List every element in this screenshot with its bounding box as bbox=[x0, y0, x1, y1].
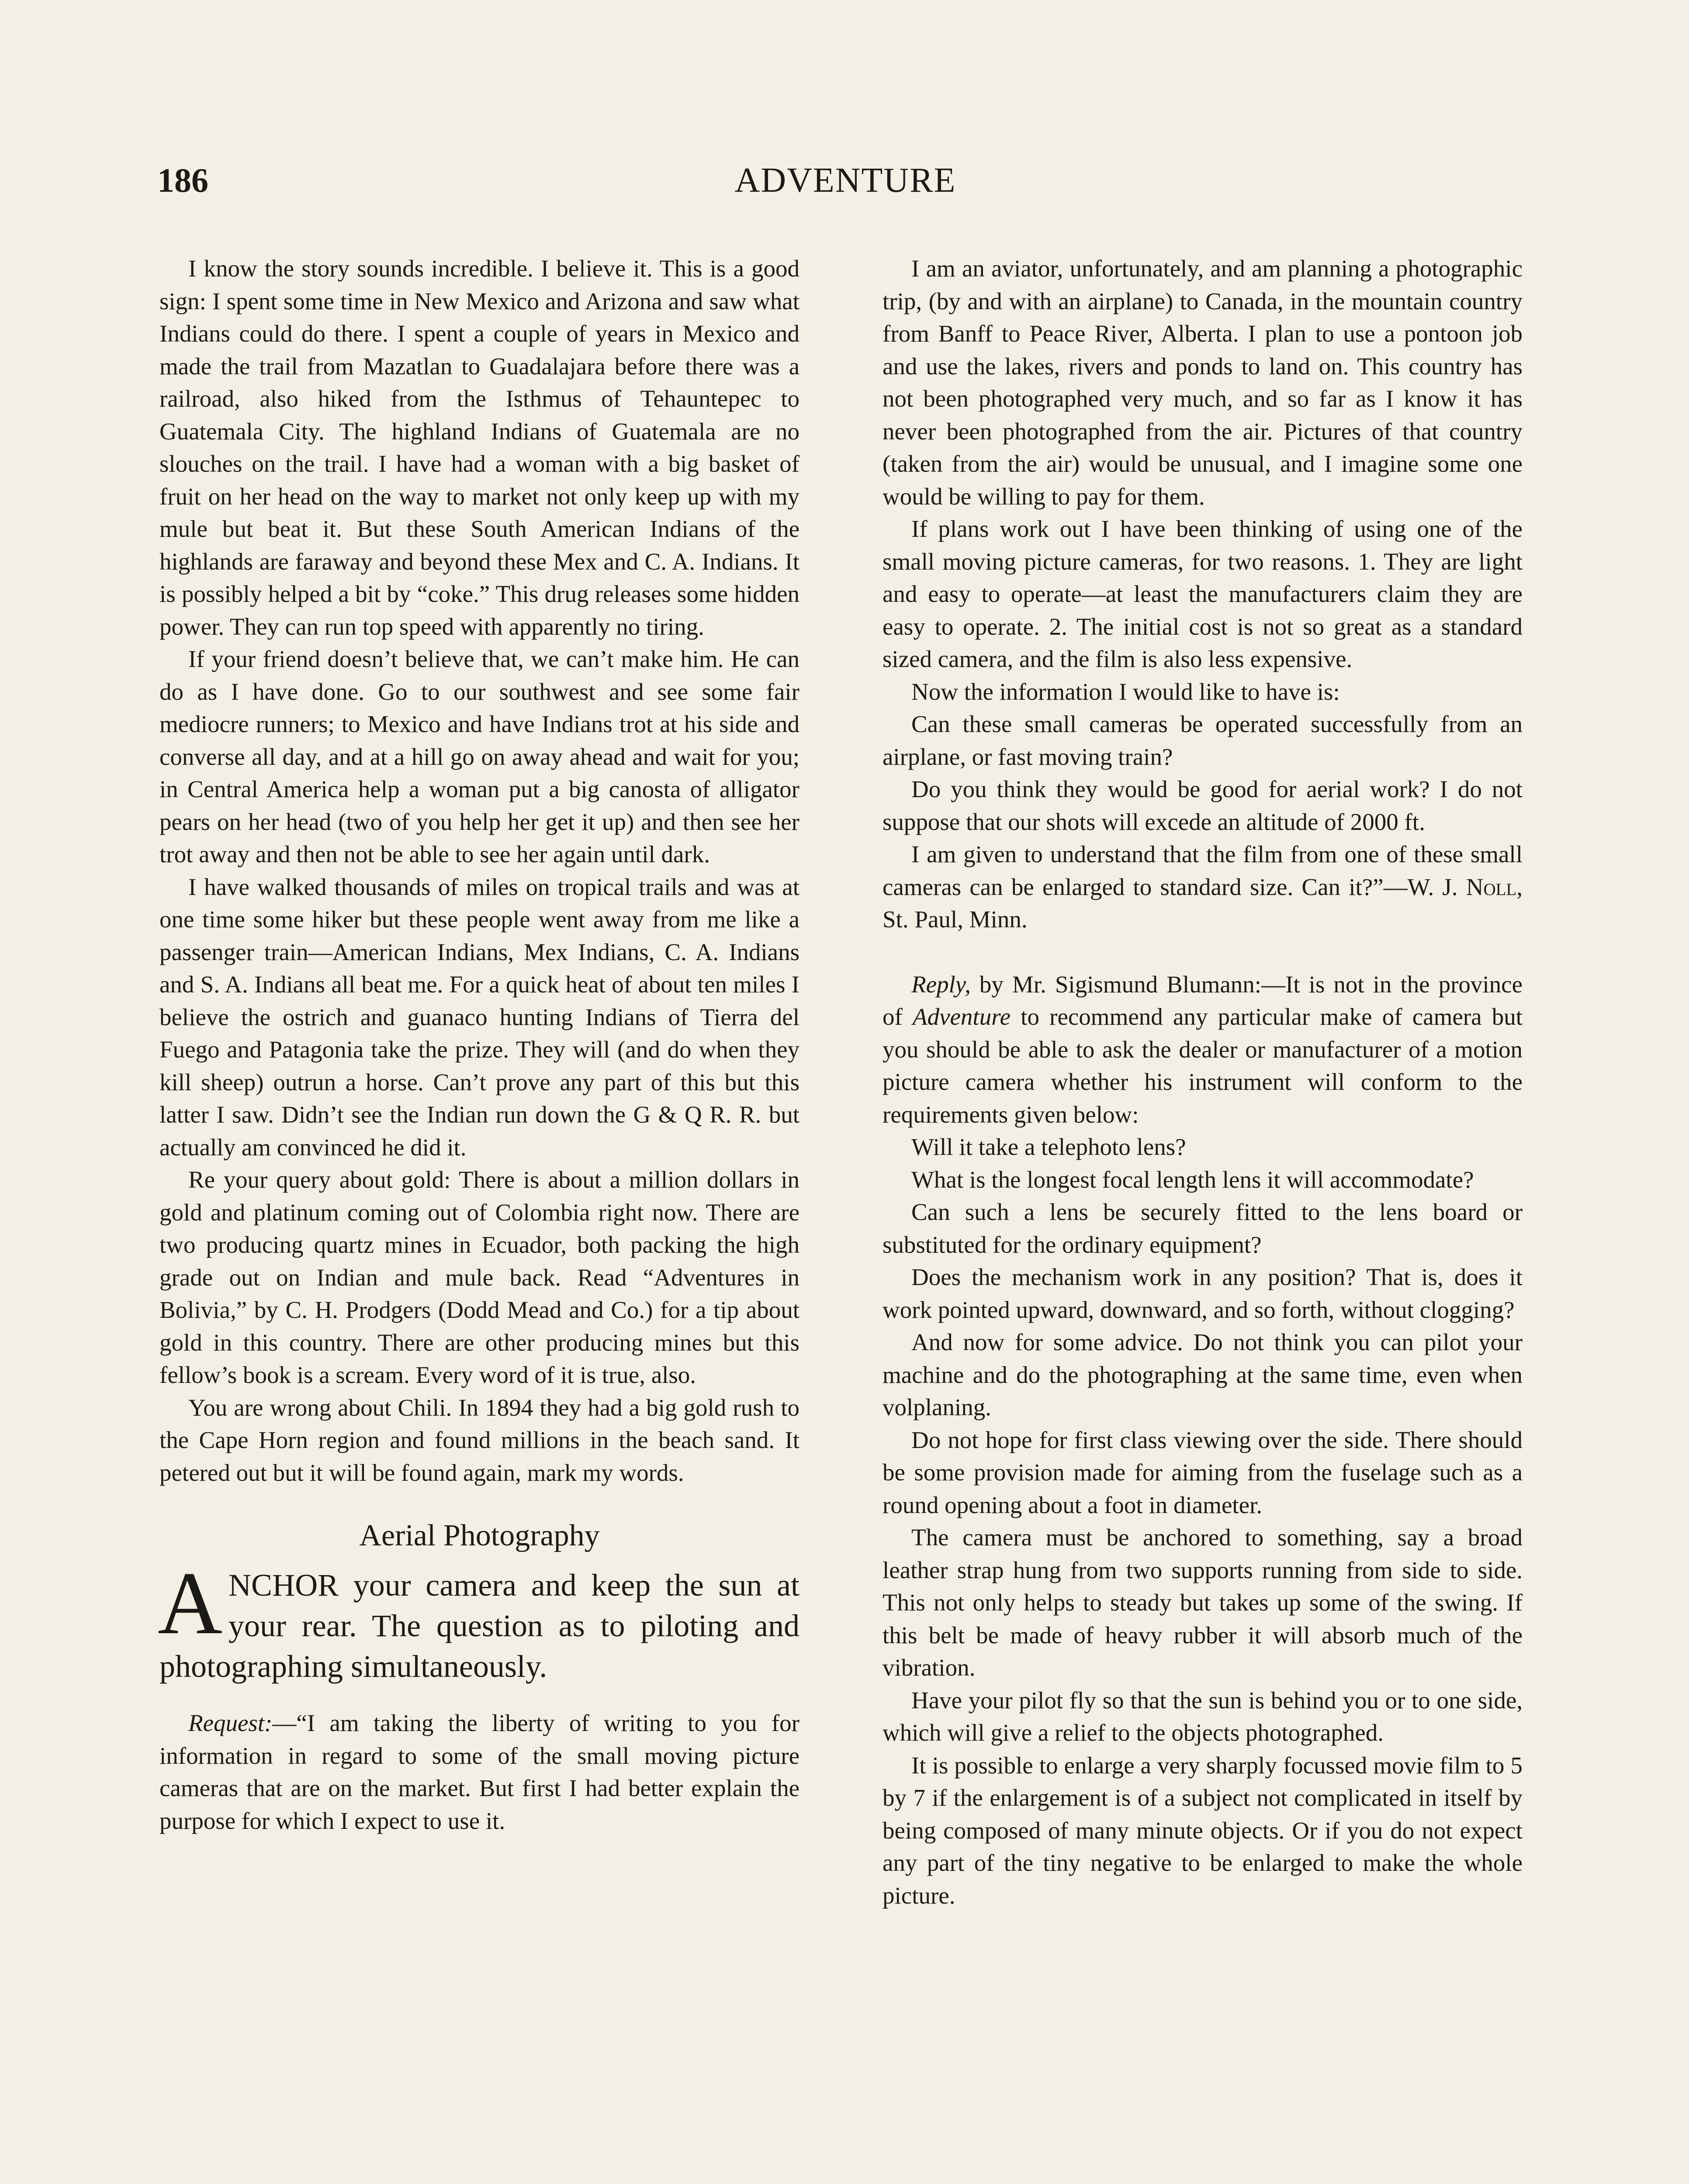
body-paragraph: Now the information I would like to have is: bbox=[911, 678, 1340, 705]
body-paragraph: Will it take a telephoto lens? bbox=[911, 1133, 1186, 1160]
drop-cap: A bbox=[158, 1554, 223, 1653]
request-text: —“I am taking the liberty of writing to you for information in regard to some of the small moving picture cameras that are on the market. But first I had better explain the purpose for which I expect to use it. bbox=[159, 1710, 800, 1834]
body-paragraph: Does the mechanism work in any position? That is, does it work pointed upward, downward, and so forth, without clogging? bbox=[883, 1264, 1523, 1323]
request-label: Request: bbox=[188, 1710, 273, 1736]
body-paragraph: Have your pilot fly so that the sun is behind you or to one side, which will give a relief to the objects photographed. bbox=[883, 1686, 1523, 1746]
reply-label: Reply, bbox=[911, 971, 971, 998]
running-title: ADVENTURE bbox=[734, 161, 956, 200]
body-paragraph: Do not hope for first class viewing over the side. There should be some provision made for aiming from the fuselage such as a round opening about a foot in diameter. bbox=[883, 1426, 1523, 1518]
left-column bbox=[159, 252, 800, 1837]
body-paragraph: Do you think they would be good for aerial work? I do not suppose that our shots will excede an altitude of 2000 ft. bbox=[883, 776, 1523, 835]
body-paragraph: I have walked thousands of miles on tropical trails and was at one time some hiker but these people went away from me like a passenger train—American Indians, Mex Indians, C. A. Indians and S. A. Indians all beat me. For a quick heat of about ten miles I believe the ostrich and guanaco hunting Indians of Tierra del Fuego and Patagonia take the prize. They will (and do when they kill sheep) outrun a horse. Can’t prove any part of this but this latter I saw. Didn’t see the Indian run down the G & Q R. R. but actually am convinced he did it. bbox=[159, 873, 800, 1161]
section-heading: Aerial Photography bbox=[359, 1519, 600, 1552]
body-paragraph: If plans work out I have been thinking of using one of the small moving picture cameras, for two reasons. 1. They are light and easy to operate—at least the manufacturers claim they are easy to operate. 2. The initial cost is not so great as a standard sized camera, and the film is also less expensive. bbox=[883, 515, 1523, 672]
reply-paragraph bbox=[883, 968, 1523, 1131]
closing-text: I am given to understand that the film from one of these small cameras can be enlarged to standard size. Can it?”—W. J. bbox=[883, 841, 1523, 900]
lead-paragraph bbox=[158, 1554, 800, 1687]
reply-text: by Mr. Sigismund Blumann:—It is not in the province of bbox=[883, 971, 1523, 1030]
reply-text-continued: to recommend any particular make of camera but you should be able to ask the dealer or manufacturer of a motion picture camera whether his instrument will conform to the requirements given below: bbox=[883, 1003, 1523, 1128]
body-paragraph: Re your query about gold: There is about a million dollars in gold and platinum coming out of Colombia right now. There are two producing quartz mines in Ecuador, both packing the high grade out on Indian and mule back. Read “Adventures in Bolivia,” by C. H. Prodgers (Dodd Mead and Co.) for a tip about gold in this country. There are other producing mines but this fellow’s book is a scream. Every word of it is true, also. bbox=[159, 1166, 800, 1388]
body-paragraph: The camera must be anchored to something, say a broad leather strap hung from two supports running from side to side. This not only helps to steady but takes up some of the swing. If this belt be made of heavy rubber it will absorb much of the vibration. bbox=[883, 1524, 1523, 1681]
body-paragraph: And now for some advice. Do not think you can pilot your machine and do the photographing at the same time, even when volplaning. bbox=[883, 1329, 1523, 1420]
body-paragraph: If your friend doesn’t believe that, we can’t make him. He can do as I have done. Go to our southwest and see some fair mediocre runners; to Mexico and have Indians trot at his side and converse all day, and at a hill go on away ahead and wait for you; in Central America help a woman put a big canosta of alligator pears on her head (two of you help her get it up) and then see her trot away and then not be able to see her again until dark. bbox=[159, 646, 800, 867]
body-paragraph: It is possible to enlarge a very sharply focussed movie film to 5 by 7 if the enlargement is of a subject not complicated in itself by being composed of many minute objects. Or if you do not expect any part of the tiny negative to be enlarged to make the whole picture. bbox=[883, 1752, 1523, 1909]
body-paragraph: I am an aviator, unfortunately, and am planning a photographic trip, (by and with an airplane) to Canada, in the mountain country from Banff to Peace River, Alberta. I plan to use a pontoon job and use the lakes, rivers and ponds to land on. This country has not been photographed very much, and so far as I know it has never been photographed from the air. Pictures of that country (taken from the air) would be unusual, and I imagine some one would be willing to pay for them. bbox=[883, 255, 1523, 510]
magazine-name: Adventure bbox=[913, 1003, 1011, 1030]
request-paragraph bbox=[159, 1707, 800, 1837]
page-header bbox=[157, 161, 1533, 222]
body-paragraph: Can these small cameras be operated successfully from an airplane, or fast moving train? bbox=[883, 711, 1523, 770]
signature-name: Noll bbox=[1466, 873, 1517, 900]
signature-place: , St. Paul, Minn. bbox=[883, 873, 1523, 933]
body-paragraph: What is the longest focal length lens it will accommodate? bbox=[911, 1166, 1474, 1193]
right-column bbox=[883, 252, 1523, 1912]
closing-paragraph bbox=[883, 838, 1523, 936]
body-paragraph: I know the story sounds incredible. I believe it. This is a good sign: I spent some time in New Mexico and Arizona and saw what Indians could do there. I spent a couple of years in Mexico and made the trail from Mazatlan to Guadalajara before there was a railroad, also hiked from the Isthmus of Tehauntepec to Guatemala City. The highland Indians of Guatemala are no slouches on the trail. I have had a woman with a big basket of fruit on her head on the way to market not only keep up with my mule but beat it. But these South American Indians of the highlands are faraway and beyond these Mex and C. A. Indians. It is possibly helped a bit by “coke.” This drug releases some hidden power. They can run top speed with apparently no tiring. bbox=[159, 255, 800, 640]
body-paragraph: Can such a lens be securely fitted to the lens board or substituted for the ordinary equipment? bbox=[883, 1199, 1523, 1258]
lead-text: NCHOR your camera and keep the sun at your rear. The question as to piloting and photographing simultaneously. bbox=[159, 1568, 800, 1684]
page-number: 186 bbox=[157, 161, 208, 199]
body-paragraph: You are wrong about Chili. In 1894 they had a big gold rush to the Cape Horn region and found millions in the beach sand. It petered out but it will be found again, mark my words. bbox=[159, 1394, 800, 1486]
